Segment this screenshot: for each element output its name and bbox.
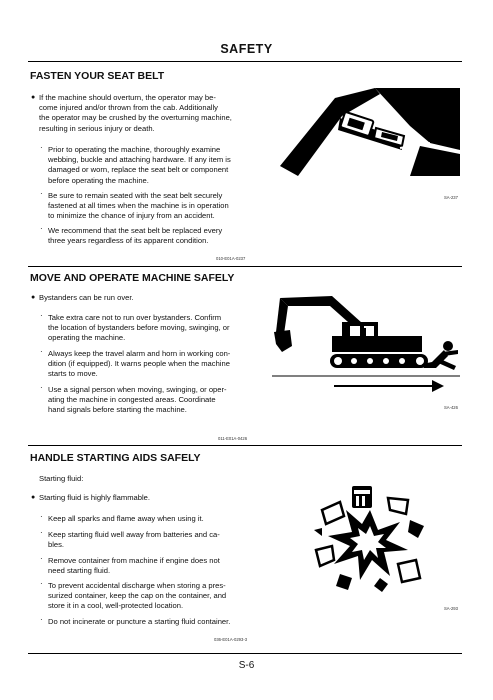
page-number: S-6 [238, 660, 255, 671]
sub-bullet-icon: · [40, 189, 43, 198]
list-item: Keep starting fluid well away from batteries and ca- bles. [48, 530, 220, 550]
list-item: Keep all sparks and flame away when using it. [48, 514, 204, 523]
list-item: We recommend that the seat belt be replaced every three years regardless of its apparent condition. [48, 226, 223, 246]
sub-bullet-icon: · [40, 347, 43, 356]
list-item: Take extra care not to run over bystanders. Confirm the location of bystanders before moving, swinging, or operating the machine. [48, 313, 230, 343]
figure-code: SA-426 [444, 405, 458, 410]
section-title-seat-belt: FASTEN YOUR SEAT BELT [30, 70, 165, 82]
page-title: SAFETY [220, 42, 273, 56]
section-lead: Starting fluid: [39, 474, 84, 483]
seat-belt-illustration [280, 88, 460, 176]
section-intro: Starting fluid is highly flammable. [39, 493, 151, 502]
starting-fluid-explosion-illustration [312, 480, 428, 592]
sub-bullet-icon: · [40, 143, 43, 152]
list-item: Use a signal person when moving, swinging, or oper- ating the machine in congested areas. Coordinate hand signals before starting the machine. [48, 385, 227, 415]
sub-bullet-icon: · [40, 615, 43, 624]
list-item: Remove container from machine if engine does not need starting fluid. [48, 556, 220, 576]
excavator-illustration [272, 292, 460, 396]
sub-bullet-icon: · [40, 554, 43, 563]
list-item: Be sure to remain seated with the seat belt securely fastened at all times when the machine is in operation to minimize the chance of injury from an accident. [48, 191, 229, 221]
sub-bullet-icon: · [40, 528, 43, 537]
footer-rule [28, 653, 462, 654]
section-code: 011-E01A-0426 [218, 436, 248, 441]
list-item: Always keep the travel alarm and horn in working con- dition (if equipped). It warns people when the machine starts to move. [48, 349, 231, 379]
section-intro: Bystanders can be run over. [39, 293, 134, 302]
section-code: 036-E01A-0293-3 [214, 637, 248, 642]
figure-code: SA-293 [444, 606, 458, 611]
figure-code: SA-237 [444, 195, 458, 200]
list-item: Prior to operating the machine, thoroughly examine webbing, buckle and attaching hardware. If any item is damaged or worn, replace the seat belt or component before operating the machine. [48, 145, 231, 185]
bullet-dot-icon: ● [31, 294, 36, 301]
sub-bullet-icon: · [40, 311, 43, 320]
sub-bullet-icon: · [40, 383, 43, 392]
sub-bullet-icon: · [40, 512, 43, 521]
list-item: Do not incinerate or puncture a starting fluid container. [48, 617, 231, 626]
section-intro: If the machine should overturn, the operator may be- come injured and/or thrown from the cab. Additionally the operator may be crushed by the overturning machine, resulting in serious injury or death. [39, 93, 232, 133]
list-item: To prevent accidental discharge when storing a pres- surized container, keep the cap on the container, and store it in a cool, well-protected location. [48, 581, 227, 611]
header-rule [28, 61, 462, 62]
sub-bullet-icon: · [40, 579, 43, 588]
section-code: 010-E01A-0237 [216, 256, 246, 261]
section-divider [28, 266, 462, 267]
sub-bullet-icon: · [40, 224, 43, 233]
section-title-starting-aids: HANDLE STARTING AIDS SAFELY [30, 452, 201, 464]
section-title-move-operate: MOVE AND OPERATE MACHINE SAFELY [30, 272, 235, 284]
section-divider [28, 445, 462, 446]
bullet-dot-icon: ● [31, 494, 36, 501]
bullet-dot-icon: ● [31, 94, 36, 101]
